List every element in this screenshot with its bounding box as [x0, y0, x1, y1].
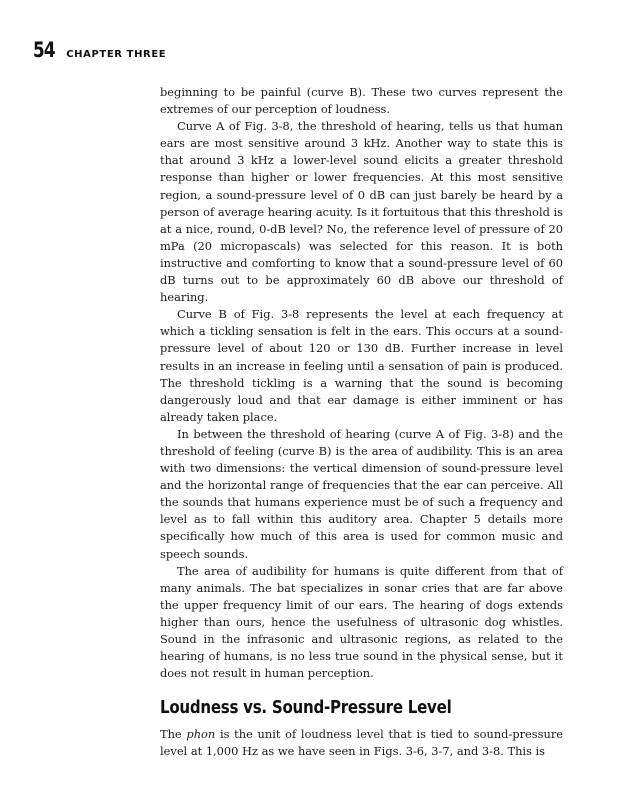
intro-prefix: The — [160, 727, 187, 742]
page-number: 54 — [33, 38, 55, 62]
section-heading: Loudness vs. Sound-Pressure Level — [160, 698, 452, 719]
section-intro-paragraph — [160, 726, 563, 760]
paragraph: In between the threshold of hearing (curve A of Fig. 3-8) and the threshold of feeling (curve B) is the area of audibility. This is an area with two dimensions: the vertical dimension of sound-pressure level and the horizontal range of frequencies that the ear can perceive. All the sounds that humans experience must be of such a frequency and level as to fall within this auditory area. Chapter 5 details more specifically how much of this area is used for common music and speech sounds. — [160, 426, 563, 561]
paragraph: Curve A of Fig. 3-8, the threshold of hearing, tells us that human ears are most sensitive around 3 kHz. Another way to state this is that around 3 kHz a lower-level sound elicits a greater threshold response than higher or lower frequencies. At this most sensitive region, a sound-pressure level of 0 dB can just barely be heard by a person of average hearing acuity. Is it fortuitous that this threshold is at a nice, round, 0-dB level? No, the reference level of pressure of 20 mPa (20 micropascals) was selected for this reason. It is both instructive and comforting to know that a sound-pressure level of 60 dB turns out to be approximately 60 dB above our threshold of hearing. — [160, 119, 564, 305]
phon-term: phon — [186, 727, 216, 742]
paragraph: beginning to be painful (curve B). These two curves represent the extremes of our perception of loudness. — [160, 85, 563, 117]
running-head — [33, 38, 166, 62]
chapter-title: CHAPTER THREE — [66, 49, 167, 60]
paragraph: The area of audibility for humans is quite different from that of many animals. The bat specializes in sonar cries that are far above the upper frequency limit of our ears. The hearing of dogs extends higher than ours, hence the usefulness of ultrasonic dog whistles. Sound in the infrasonic and ultrasonic regions, as related to the hearing of humans, is no less true sound in the physical sense, but it does not result in human perception. — [160, 563, 563, 681]
body-text — [160, 84, 563, 761]
intro-rest: is the unit of loudness level that is tied to sound-pressure level at 1,000 Hz as we have seen in Figs. 3-6, 3-7, and 3-8. This is — [160, 727, 564, 759]
paragraph: Curve B of Fig. 3-8 represents the level at each frequency at which a tickling sensation is felt in the ears. This occurs at a sound-pressure level of about 120 or 130 dB. Further increase in level results in an increase in feeling until a sensation of pain is produced. The threshold tickling is a warning that the sound is becoming dangerously loud and that ear damage is either imminent or has already taken place. — [160, 307, 563, 424]
